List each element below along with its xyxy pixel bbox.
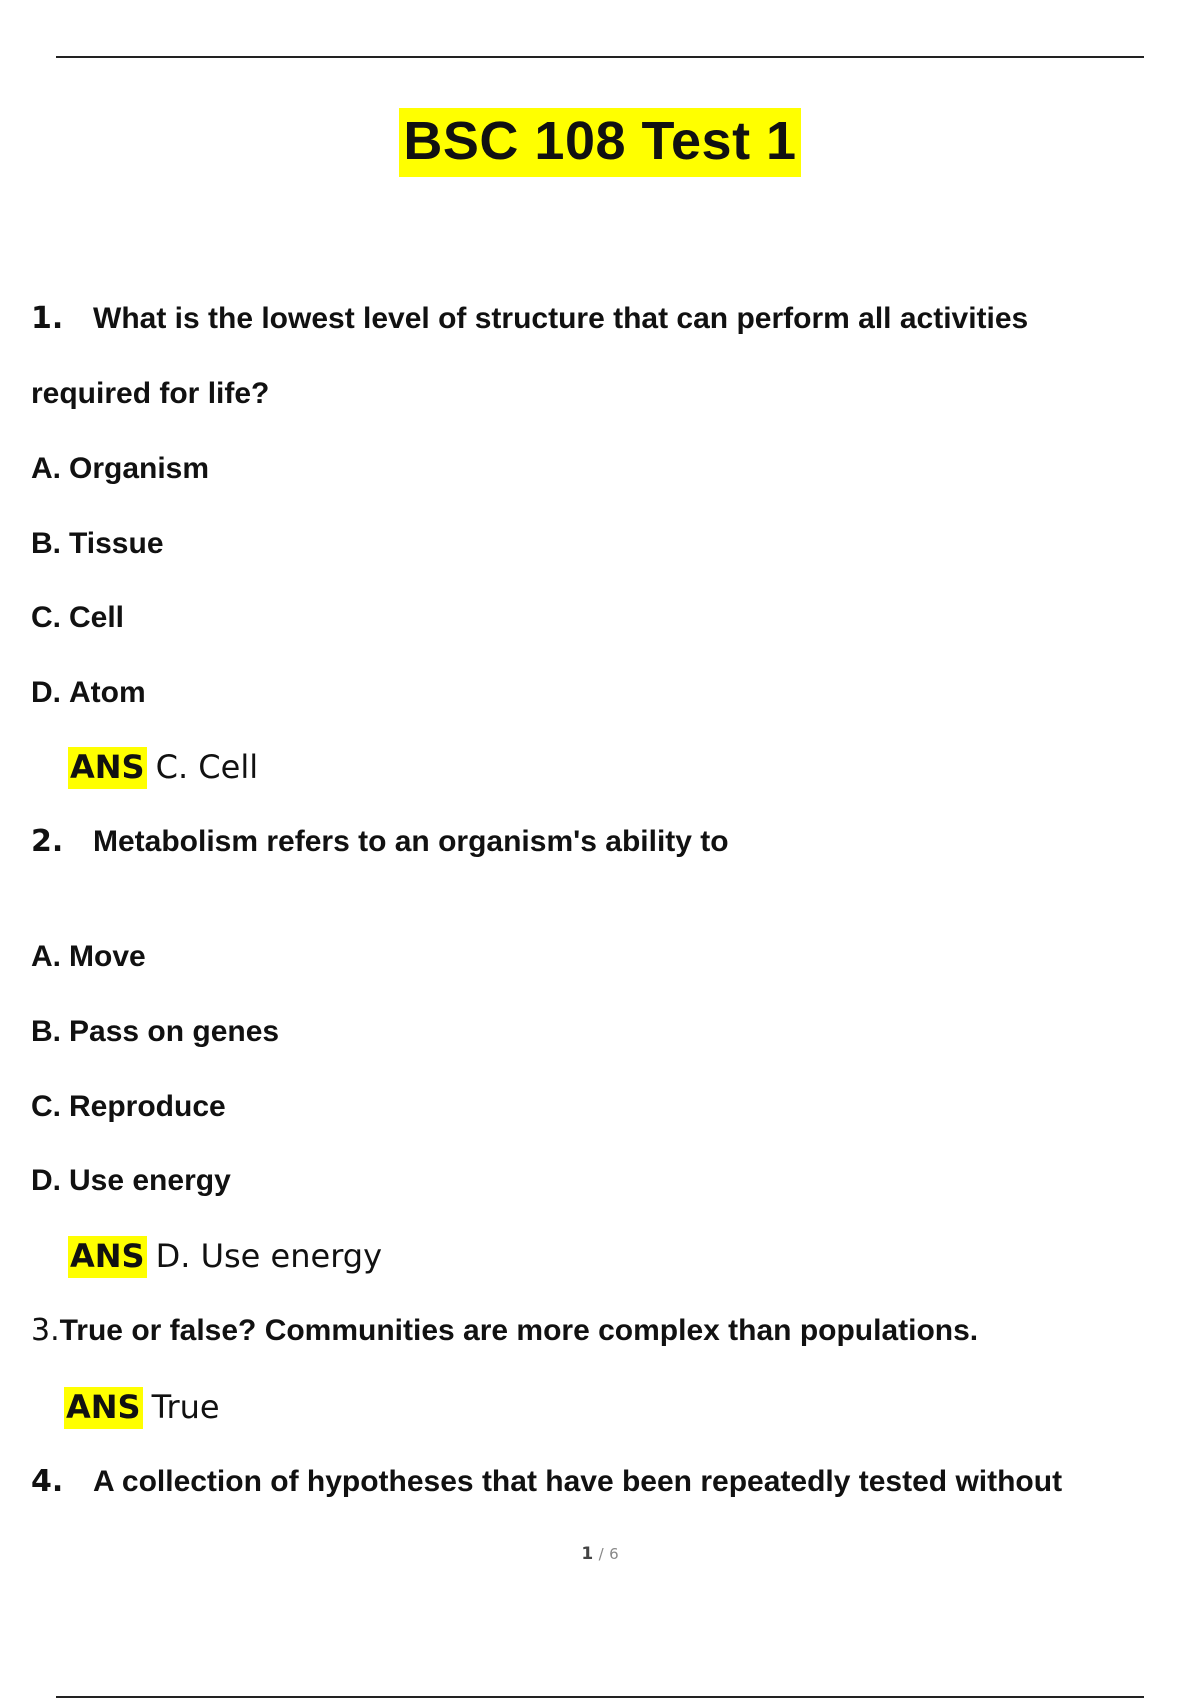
question-3-number: 3. xyxy=(31,1313,60,1348)
question-3-text: 3.True or false? Communities are more complex than populations. xyxy=(31,1313,979,1348)
question-2-option-c: C. Reproduce xyxy=(31,1090,226,1123)
question-3-answer: ANS True xyxy=(64,1391,220,1423)
question-1-option-b: B. Tissue xyxy=(31,527,164,560)
question-1-option-c: C. Cell xyxy=(31,601,125,634)
page-separator: / xyxy=(598,1545,604,1563)
page-total: 6 xyxy=(609,1545,619,1563)
title-highlight: BSC 108 Test 1 xyxy=(399,108,800,177)
question-1-text: 1. What is the lowest level of structure that can perform all activities xyxy=(31,301,1029,336)
answer-tag: ANS xyxy=(68,1236,147,1278)
question-2-text: 2. Metabolism refers to an organism's ability to xyxy=(31,824,729,859)
answer-tag: ANS xyxy=(64,1387,143,1429)
question-4-text: 4. A collection of hypotheses that have been repeatedly tested without xyxy=(31,1464,1063,1499)
question-2-option-b: B. Pass on genes xyxy=(31,1015,280,1048)
question-1-option-a: A. Organism xyxy=(31,452,210,485)
document-title xyxy=(0,110,1200,172)
top-rule xyxy=(56,56,1144,58)
answer-tag: ANS xyxy=(68,747,147,789)
question-1-option-d: D. Atom xyxy=(31,676,146,709)
page-current: 1 xyxy=(581,1544,594,1564)
question-1-text-cont: required for life? xyxy=(31,377,270,410)
question-2-answer: ANS D. Use energy xyxy=(68,1240,382,1272)
question-2-number: 2. xyxy=(31,824,64,859)
question-1-answer: ANS C. Cell xyxy=(68,751,258,783)
question-2-option-a: A. Move xyxy=(31,940,146,973)
question-1-number: 1. xyxy=(31,301,64,336)
page-indicator xyxy=(0,1544,1200,1564)
question-2-option-d: D. Use energy xyxy=(31,1164,231,1197)
question-4-number: 4. xyxy=(31,1464,64,1499)
bottom-rule xyxy=(56,1696,1144,1698)
